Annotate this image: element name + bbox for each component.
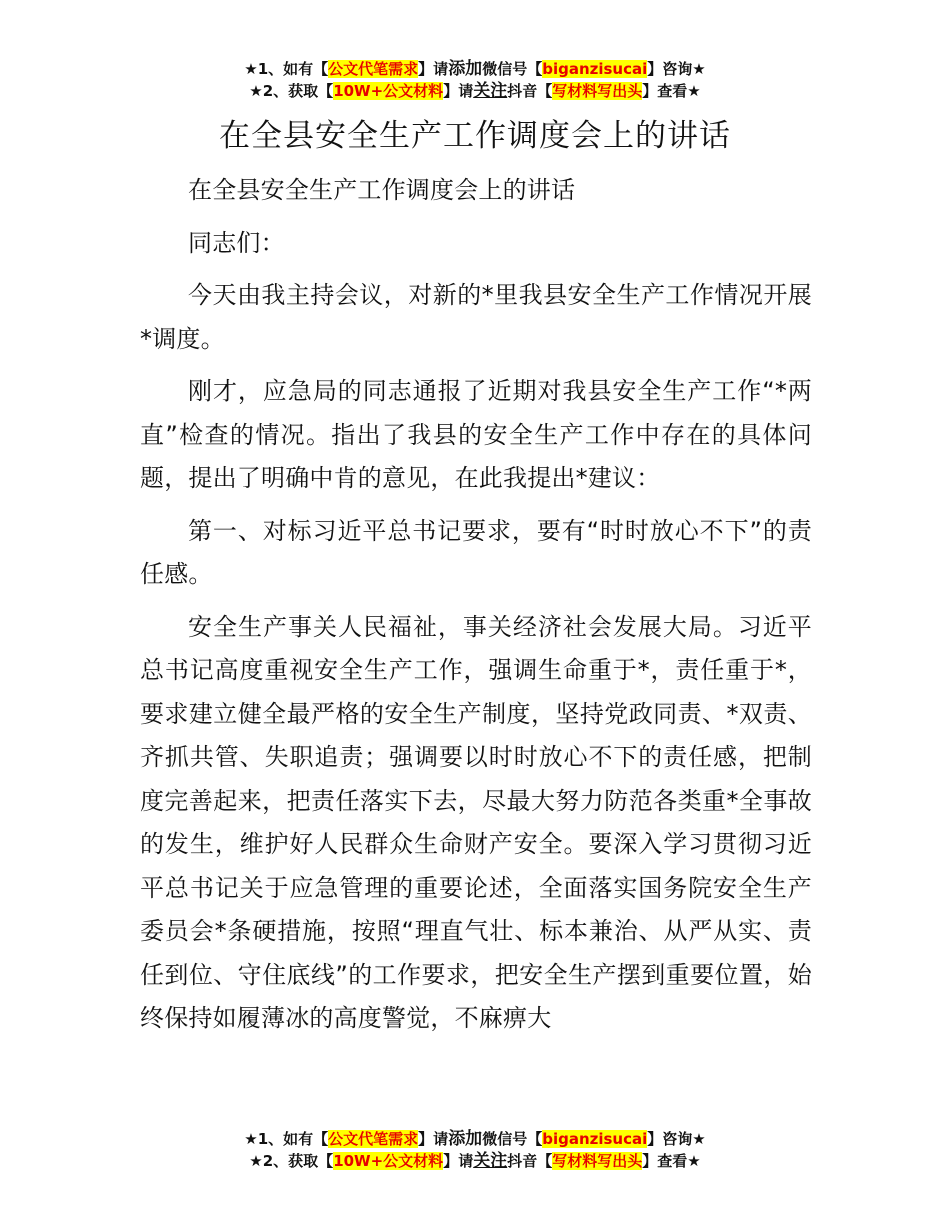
promo-text: 微信号【 xyxy=(482,1130,543,1148)
promo-emphasis: 添加 xyxy=(448,1129,483,1149)
section-heading: 第一、对标习近平总书记要求，要有“时时放心不下”的责任感。 xyxy=(140,516,812,588)
promo-line-1 xyxy=(0,58,950,80)
star-icon: ★ xyxy=(249,82,263,100)
wechat-id: biganzisucai xyxy=(542,60,648,78)
promo-line-2 xyxy=(0,1150,950,1172)
promo-text: 抖音【 xyxy=(507,1152,553,1170)
subtitle-paragraph: 在全县安全生产工作调度会上的讲话 xyxy=(188,176,576,204)
promo-emphasis: 添加 xyxy=(448,59,483,79)
promo-text: 】请 xyxy=(418,60,449,78)
promo-text: 2、获取【 xyxy=(262,82,334,100)
star-icon: ★ xyxy=(244,60,258,78)
douyin-account: 写材料写出头 xyxy=(552,82,643,100)
promo-text: 1、如有【 xyxy=(257,60,329,78)
star-icon: ★ xyxy=(244,1130,258,1148)
promo-emphasis: 关注 xyxy=(473,81,508,101)
promo-text: 1、如有【 xyxy=(257,1130,329,1148)
promo-text: 】请 xyxy=(418,1130,449,1148)
promo-text: 】查看★ xyxy=(642,82,701,100)
promo-text: 】查看★ xyxy=(642,1152,701,1170)
promo-line-2 xyxy=(0,80,950,102)
promo-text: 】请 xyxy=(443,82,474,100)
body-paragraph: 刚才，应急局的同志通报了近期对我县安全生产工作“*两直”检查的情况。指出了我县的安全生产工作中存在的具体问题，提出了明确中肯的意见，在此我提出*建议： xyxy=(140,377,812,492)
document-title: 在全县安全生产工作调度会上的讲话 xyxy=(219,118,731,154)
promo-text: 】咨询★ xyxy=(647,1130,706,1148)
douyin-account: 写材料写出头 xyxy=(552,1152,643,1170)
promo-text: 抖音【 xyxy=(507,82,553,100)
promo-text: 2、获取【 xyxy=(262,1152,334,1170)
document-body xyxy=(140,169,812,1050)
promo-highlight: 10W+公文材料 xyxy=(333,82,444,100)
promo-text: 微信号【 xyxy=(482,60,543,78)
salutation: 同志们： xyxy=(188,228,285,257)
body-paragraph: 安全生产事关人民福祉，事关经济社会发展大局。习近平总书记高度重视安全生产工作，强调生命重于*，责任重于*，要求建立健全最严格的安全生产制度，坚持党政同责、*双责、齐抓共管、失职追责；强调要以时时放心不下的责任感，把制度完善起来，把责任落实下去，尽最大努力防范各类重*全事故的发生，维护好人民群众生命财产安全。要深入学习贯彻习近平总书记关于应急管理的重要论述，全面落实国务院安全生产委员会*条硬措施，按照“理直气壮、标本兼治、从严从实、责任到位、守住底线”的工作要求，把安全生产摆到重要位置，始终保持如履薄冰的高度警觉，不麻痹大 xyxy=(140,612,812,1032)
body-paragraph: 今天由我主持会议，对新的*里我县安全生产工作情况开展*调度。 xyxy=(140,281,812,353)
header-promo-banner xyxy=(0,58,950,102)
promo-text: 】请 xyxy=(443,1152,474,1170)
star-icon: ★ xyxy=(249,1152,263,1170)
footer-promo-banner xyxy=(0,1128,950,1172)
promo-highlight: 公文代笔需求 xyxy=(328,60,419,78)
promo-highlight: 10W+公文材料 xyxy=(333,1152,444,1170)
promo-highlight: 公文代笔需求 xyxy=(328,1130,419,1148)
promo-text: 】咨询★ xyxy=(647,60,706,78)
promo-emphasis: 关注 xyxy=(473,1151,508,1171)
promo-line-1 xyxy=(0,1128,950,1150)
wechat-id: biganzisucai xyxy=(542,1130,648,1148)
